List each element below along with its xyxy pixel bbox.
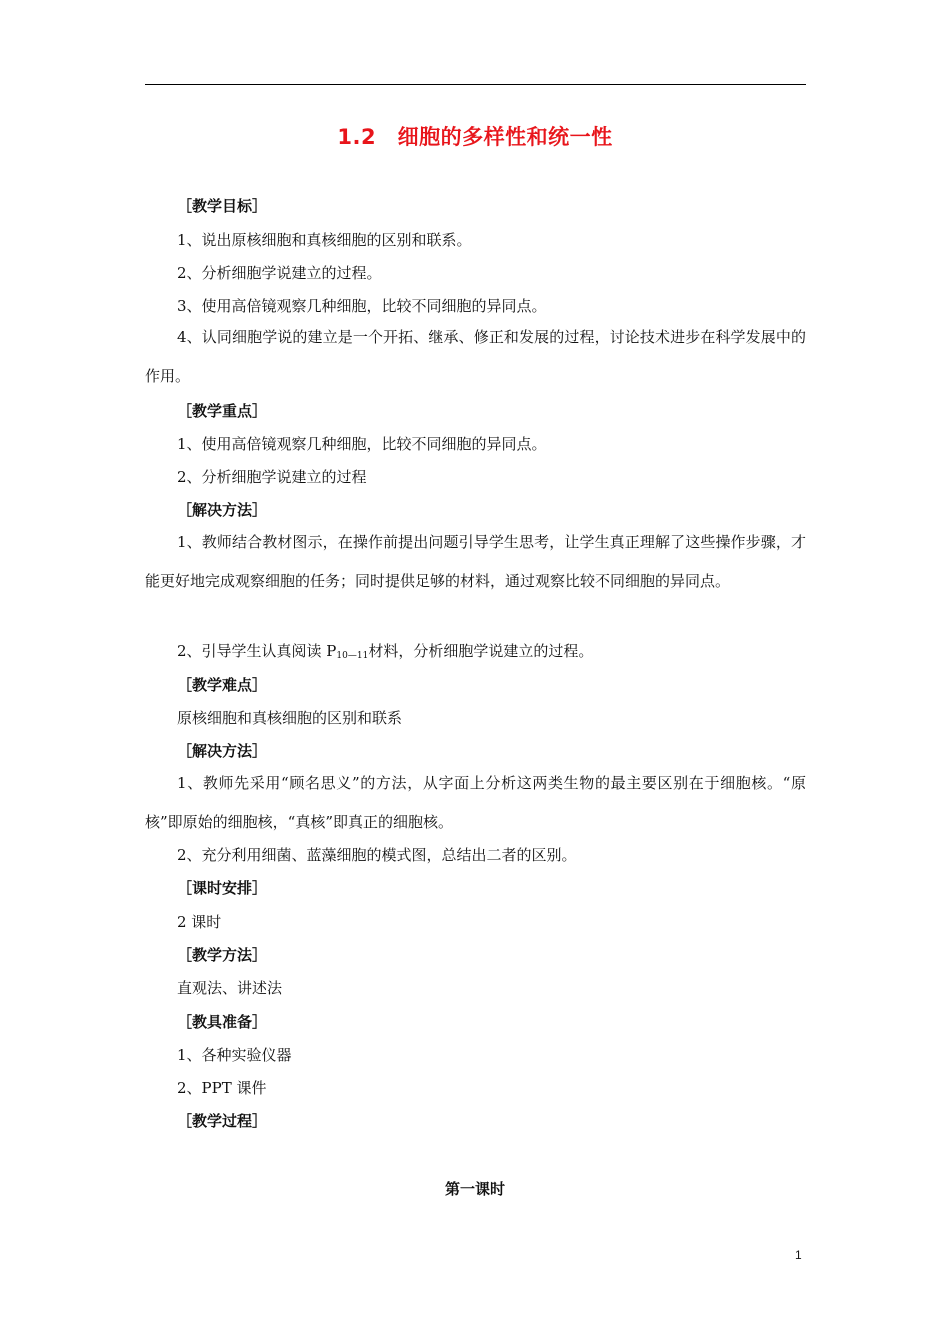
solution-item: 1、教师先采用“顾名思义”的方法，从字面上分析这两类生物的最主要区别在于细胞核。“原核”即原始的细胞核，“真核”即真正的细胞核。 (145, 774, 806, 831)
key-point-item: 1、使用高倍镜观察几种细胞，比较不同细胞的异同点。 (177, 435, 547, 453)
section-heading-solution: ［解决方法］ (177, 501, 268, 519)
document-title: 1.2 细胞的多样性和统一性 (337, 125, 613, 149)
page-number: 1 (795, 1248, 802, 1262)
difficulty-text: 原核细胞和真核细胞的区别和联系 (177, 709, 403, 727)
solution-item: 2、充分利用细菌、蓝藻细胞的模式图，总结出二者的区别。 (177, 846, 577, 864)
lesson-heading: 第一课时 (444, 1180, 505, 1198)
section-heading-schedule: ［课时安排］ (177, 879, 268, 897)
solution-item: 2、引导学生认真阅读 $P_{10—11}$材料，分析细胞学说建立的过程。 (177, 642, 594, 661)
goal-item: 2、分析细胞学说建立的过程。 (177, 264, 382, 282)
tool-item: 2、PPT 课件 (177, 1079, 267, 1097)
solution-item: 1、教师结合教材图示，在操作前提出问题引导学生思考，让学生真正理解了这些操作步骤，才能更好地完成观察细胞的任务；同时提供足够的材料，通过观察比较不同细胞的异同点。 (145, 533, 806, 590)
tool-item: 1、各种实验仪器 (177, 1046, 292, 1064)
section-heading-tools: ［教具准备］ (177, 1013, 268, 1031)
goal-item: 4、认同细胞学说的建立是一个开拓、继承、修正和发展的过程，讨论技术进步在科学发展中的作用。 (145, 328, 806, 385)
section-heading-difficulty: ［教学难点］ (177, 676, 268, 694)
goal-item: 3、使用高倍镜观察几种细胞，比较不同细胞的异同点。 (177, 297, 547, 315)
section-heading-process: ［教学过程］ (177, 1112, 268, 1130)
section-heading-goals: ［教学目标］ (177, 197, 268, 215)
schedule-text: 2 课时 (177, 913, 222, 931)
goal-item: 1、说出原核细胞和真核细胞的区别和联系。 (177, 231, 472, 249)
methods-text: 直观法、讲述法 (177, 979, 283, 997)
header-rule (145, 84, 806, 85)
section-heading-key-points: ［教学重点］ (177, 402, 268, 420)
section-heading-methods: ［教学方法］ (177, 946, 268, 964)
section-heading-solution: ［解决方法］ (177, 742, 268, 760)
key-point-item: 2、分析细胞学说建立的过程 (177, 468, 367, 486)
